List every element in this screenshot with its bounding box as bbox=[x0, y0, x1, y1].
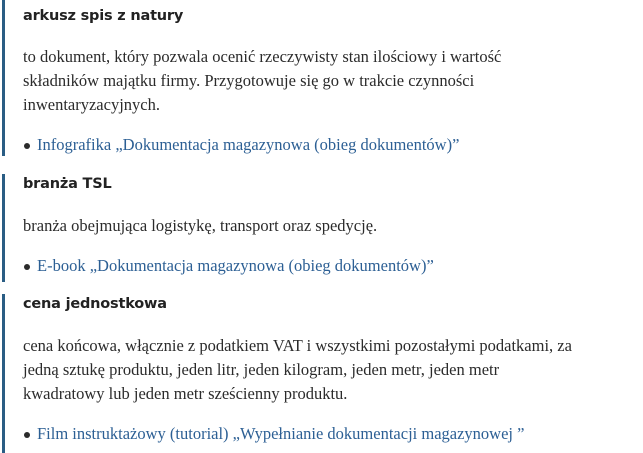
related-links-list bbox=[5, 133, 625, 157]
definition-line: składników majątku firmy. Przygotowuje się go w trakcie czynności bbox=[23, 71, 475, 90]
list-item bbox=[5, 133, 625, 157]
infographic-link[interactable]: Infografika „Dokumentacja magazynowa (obieg dokumentów)” bbox=[37, 135, 460, 154]
related-links-list bbox=[5, 254, 625, 278]
glossary-term: cena jednostkowa bbox=[23, 296, 167, 312]
glossary-entry bbox=[2, 294, 643, 453]
glossary-entry bbox=[2, 0, 643, 156]
definition-line: cena końcowa, włącznie z podatkiem VAT i wszystkimi pozostałymi podatkami, za bbox=[23, 336, 572, 355]
definition-line: inwentaryzacyjnych. bbox=[23, 95, 160, 114]
list-item bbox=[5, 422, 625, 446]
definition-line: jedną sztukę produktu, jeden litr, jeden kilogram, jeden metr, jeden metr bbox=[23, 360, 500, 379]
glossary-definition bbox=[23, 334, 633, 406]
definition-line: kwadratowy lub jeden metr sześcienny produktu. bbox=[23, 384, 348, 403]
related-links-list bbox=[5, 422, 625, 446]
bullet-icon bbox=[24, 143, 30, 149]
definition-line: branża obejmująca logistykę, transport oraz spedycję. bbox=[23, 216, 378, 235]
definition-line: to dokument, który pozwala ocenić rzeczywisty stan ilościowy i wartość bbox=[23, 47, 502, 66]
glossary-entry bbox=[2, 174, 643, 282]
glossary-definition bbox=[23, 214, 623, 238]
bullet-icon bbox=[24, 432, 30, 438]
glossary-definition bbox=[23, 45, 623, 117]
ebook-link[interactable]: E-book „Dokumentacja magazynowa (obieg dokumentów)” bbox=[37, 256, 434, 275]
list-item bbox=[5, 254, 625, 278]
glossary-term: branża TSL bbox=[23, 176, 112, 192]
glossary-term: arkusz spis z natury bbox=[23, 8, 184, 24]
tutorial-video-link[interactable]: Film instruktażowy (tutorial) „Wypełnianie dokumentacji magazynowej ” bbox=[37, 424, 525, 443]
bullet-icon bbox=[24, 264, 30, 270]
